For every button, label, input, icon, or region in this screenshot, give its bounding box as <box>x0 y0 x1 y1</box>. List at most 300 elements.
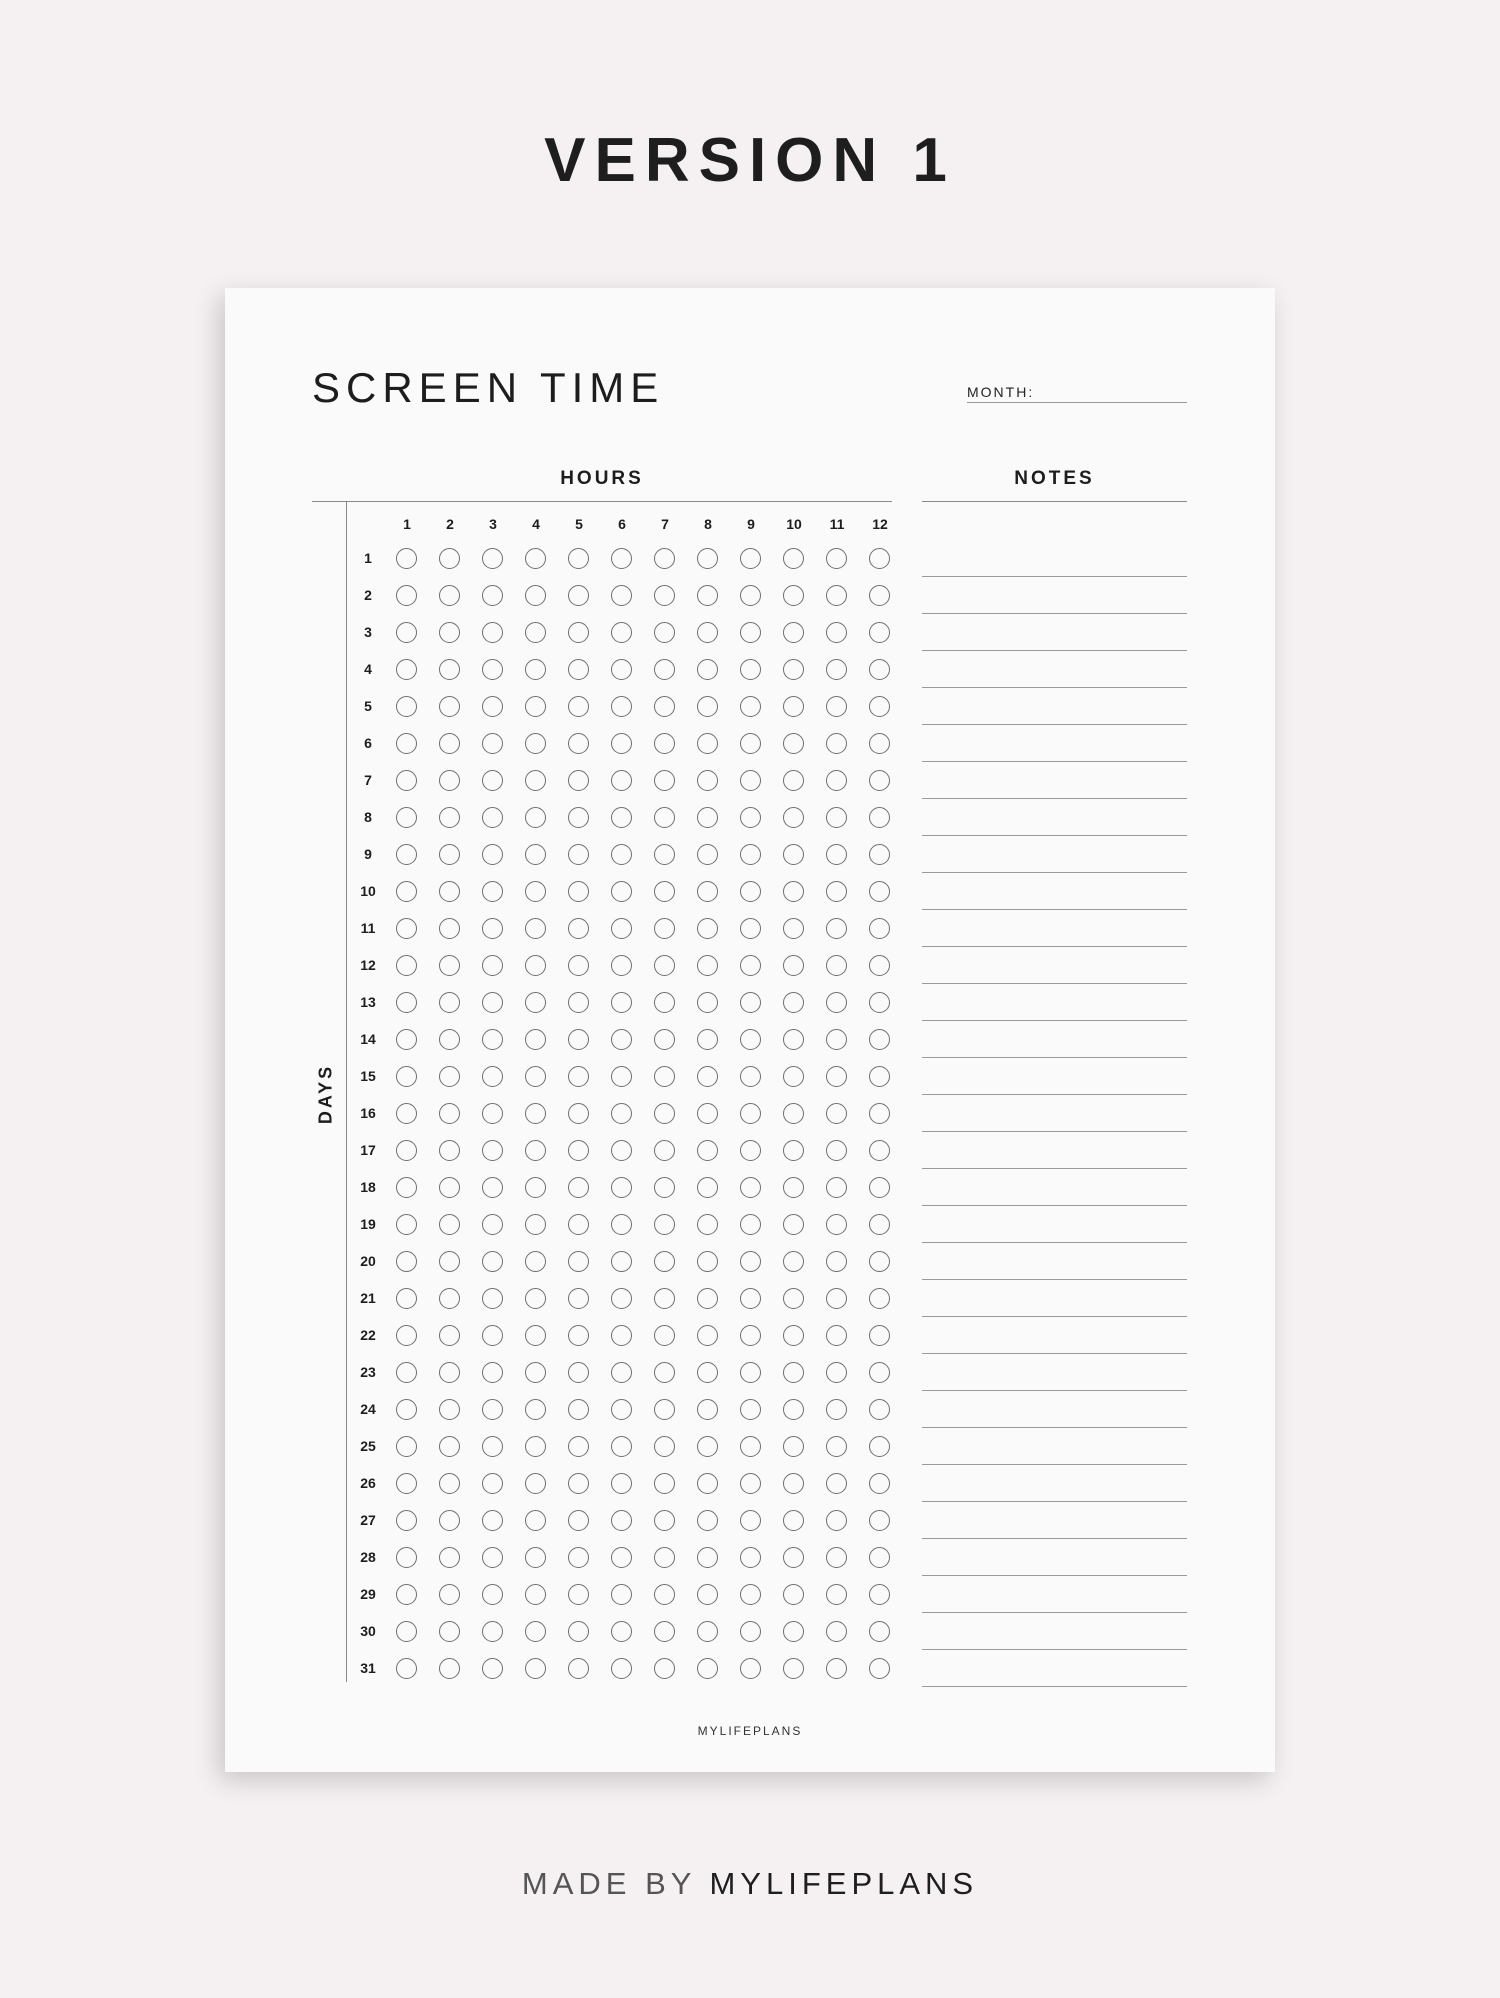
note-line[interactable] <box>922 1686 1187 1687</box>
hour-circle[interactable] <box>826 1621 847 1642</box>
hour-circle[interactable] <box>740 1473 761 1494</box>
hour-circle[interactable] <box>654 1288 675 1309</box>
note-line[interactable] <box>922 1020 1187 1021</box>
hour-circle[interactable] <box>482 1288 503 1309</box>
hour-circle[interactable] <box>654 1140 675 1161</box>
hour-circle[interactable] <box>740 844 761 865</box>
hour-circle[interactable] <box>525 1177 546 1198</box>
hour-circle[interactable] <box>783 548 804 569</box>
hour-circle[interactable] <box>396 992 417 1013</box>
hour-circle[interactable] <box>396 1584 417 1605</box>
hour-circle[interactable] <box>482 1547 503 1568</box>
hour-circle[interactable] <box>869 1140 890 1161</box>
hour-circle[interactable] <box>525 1029 546 1050</box>
hour-circle[interactable] <box>568 1140 589 1161</box>
note-line[interactable] <box>922 946 1187 947</box>
hour-circle[interactable] <box>826 1251 847 1272</box>
hour-circle[interactable] <box>611 733 632 754</box>
hour-circle[interactable] <box>654 1658 675 1679</box>
hour-circle[interactable] <box>525 1473 546 1494</box>
hour-circle[interactable] <box>740 1547 761 1568</box>
note-line[interactable] <box>922 650 1187 651</box>
hour-circle[interactable] <box>654 1436 675 1457</box>
hour-circle[interactable] <box>439 659 460 680</box>
hour-circle[interactable] <box>783 1214 804 1235</box>
hour-circle[interactable] <box>525 622 546 643</box>
hour-circle[interactable] <box>654 918 675 939</box>
hour-circle[interactable] <box>783 918 804 939</box>
hour-circle[interactable] <box>869 1436 890 1457</box>
hour-circle[interactable] <box>568 770 589 791</box>
hour-circle[interactable] <box>611 1547 632 1568</box>
hour-circle[interactable] <box>396 1399 417 1420</box>
hour-circle[interactable] <box>869 1510 890 1531</box>
hour-circle[interactable] <box>740 1177 761 1198</box>
hour-circle[interactable] <box>568 881 589 902</box>
hour-circle[interactable] <box>697 1473 718 1494</box>
hour-circle[interactable] <box>869 1584 890 1605</box>
hour-circle[interactable] <box>482 1658 503 1679</box>
hour-circle[interactable] <box>869 1399 890 1420</box>
hour-circle[interactable] <box>568 733 589 754</box>
hour-circle[interactable] <box>783 1177 804 1198</box>
hour-circle[interactable] <box>826 1473 847 1494</box>
hour-circle[interactable] <box>826 955 847 976</box>
hour-circle[interactable] <box>654 622 675 643</box>
hour-circle[interactable] <box>525 1251 546 1272</box>
hour-circle[interactable] <box>525 807 546 828</box>
hour-circle[interactable] <box>525 955 546 976</box>
hour-circle[interactable] <box>568 1658 589 1679</box>
hour-circle[interactable] <box>697 1621 718 1642</box>
hour-circle[interactable] <box>740 1510 761 1531</box>
hour-circle[interactable] <box>396 622 417 643</box>
note-line[interactable] <box>922 1242 1187 1243</box>
hour-circle[interactable] <box>654 1103 675 1124</box>
hour-circle[interactable] <box>869 1325 890 1346</box>
hour-circle[interactable] <box>826 548 847 569</box>
note-line[interactable] <box>922 1057 1187 1058</box>
hour-circle[interactable] <box>482 1436 503 1457</box>
hour-circle[interactable] <box>611 1436 632 1457</box>
hour-circle[interactable] <box>826 1177 847 1198</box>
note-line[interactable] <box>922 798 1187 799</box>
hour-circle[interactable] <box>611 1399 632 1420</box>
note-line[interactable] <box>922 983 1187 984</box>
hour-circle[interactable] <box>568 659 589 680</box>
hour-circle[interactable] <box>697 548 718 569</box>
hour-circle[interactable] <box>568 622 589 643</box>
hour-circle[interactable] <box>697 622 718 643</box>
hour-circle[interactable] <box>396 918 417 939</box>
hour-circle[interactable] <box>568 1325 589 1346</box>
hour-circle[interactable] <box>439 1399 460 1420</box>
hour-circle[interactable] <box>826 733 847 754</box>
hour-circle[interactable] <box>697 1584 718 1605</box>
hour-circle[interactable] <box>869 844 890 865</box>
hour-circle[interactable] <box>654 1251 675 1272</box>
hour-circle[interactable] <box>697 1510 718 1531</box>
hour-circle[interactable] <box>740 881 761 902</box>
hour-circle[interactable] <box>611 1251 632 1272</box>
hour-circle[interactable] <box>826 1029 847 1050</box>
hour-circle[interactable] <box>740 918 761 939</box>
hour-circle[interactable] <box>697 1103 718 1124</box>
month-input-line[interactable] <box>967 402 1187 403</box>
hour-circle[interactable] <box>439 548 460 569</box>
hour-circle[interactable] <box>654 659 675 680</box>
hour-circle[interactable] <box>740 585 761 606</box>
hour-circle[interactable] <box>654 1584 675 1605</box>
hour-circle[interactable] <box>783 1510 804 1531</box>
hour-circle[interactable] <box>482 955 503 976</box>
hour-circle[interactable] <box>783 1140 804 1161</box>
hour-circle[interactable] <box>396 1621 417 1642</box>
hour-circle[interactable] <box>439 1473 460 1494</box>
hour-circle[interactable] <box>783 807 804 828</box>
hour-circle[interactable] <box>697 1177 718 1198</box>
hour-circle[interactable] <box>439 1547 460 1568</box>
hour-circle[interactable] <box>482 1584 503 1605</box>
hour-circle[interactable] <box>740 1621 761 1642</box>
hour-circle[interactable] <box>611 1103 632 1124</box>
hour-circle[interactable] <box>611 585 632 606</box>
hour-circle[interactable] <box>568 1362 589 1383</box>
hour-circle[interactable] <box>525 1066 546 1087</box>
note-line[interactable] <box>922 576 1187 577</box>
hour-circle[interactable] <box>611 1066 632 1087</box>
hour-circle[interactable] <box>783 1399 804 1420</box>
hour-circle[interactable] <box>396 1177 417 1198</box>
hour-circle[interactable] <box>697 733 718 754</box>
hour-circle[interactable] <box>439 696 460 717</box>
hour-circle[interactable] <box>611 1214 632 1235</box>
hour-circle[interactable] <box>697 918 718 939</box>
hour-circle[interactable] <box>439 1140 460 1161</box>
hour-circle[interactable] <box>396 659 417 680</box>
hour-circle[interactable] <box>783 585 804 606</box>
note-line[interactable] <box>922 1390 1187 1391</box>
hour-circle[interactable] <box>525 1140 546 1161</box>
hour-circle[interactable] <box>439 807 460 828</box>
hour-circle[interactable] <box>611 1177 632 1198</box>
hour-circle[interactable] <box>439 1214 460 1235</box>
hour-circle[interactable] <box>611 1325 632 1346</box>
hour-circle[interactable] <box>869 1029 890 1050</box>
hour-circle[interactable] <box>783 1621 804 1642</box>
hour-circle[interactable] <box>697 1288 718 1309</box>
hour-circle[interactable] <box>697 1251 718 1272</box>
note-line[interactable] <box>922 724 1187 725</box>
hour-circle[interactable] <box>482 992 503 1013</box>
hour-circle[interactable] <box>568 1510 589 1531</box>
hour-circle[interactable] <box>869 955 890 976</box>
hour-circle[interactable] <box>826 992 847 1013</box>
hour-circle[interactable] <box>740 992 761 1013</box>
hour-circle[interactable] <box>396 1362 417 1383</box>
hour-circle[interactable] <box>482 1103 503 1124</box>
hour-circle[interactable] <box>783 733 804 754</box>
hour-circle[interactable] <box>482 770 503 791</box>
hour-circle[interactable] <box>568 1621 589 1642</box>
note-line[interactable] <box>922 761 1187 762</box>
hour-circle[interactable] <box>525 918 546 939</box>
hour-circle[interactable] <box>396 1288 417 1309</box>
hour-circle[interactable] <box>611 548 632 569</box>
hour-circle[interactable] <box>740 1103 761 1124</box>
hour-circle[interactable] <box>697 1547 718 1568</box>
hour-circle[interactable] <box>697 1658 718 1679</box>
hour-circle[interactable] <box>525 733 546 754</box>
hour-circle[interactable] <box>396 1473 417 1494</box>
hour-circle[interactable] <box>525 1547 546 1568</box>
hour-circle[interactable] <box>697 1399 718 1420</box>
note-line[interactable] <box>922 835 1187 836</box>
hour-circle[interactable] <box>396 807 417 828</box>
hour-circle[interactable] <box>396 1658 417 1679</box>
hour-circle[interactable] <box>482 696 503 717</box>
hour-circle[interactable] <box>568 1177 589 1198</box>
hour-circle[interactable] <box>396 1029 417 1050</box>
hour-circle[interactable] <box>826 622 847 643</box>
note-line[interactable] <box>922 1501 1187 1502</box>
hour-circle[interactable] <box>396 1214 417 1235</box>
hour-circle[interactable] <box>396 955 417 976</box>
hour-circle[interactable] <box>869 1547 890 1568</box>
hour-circle[interactable] <box>611 881 632 902</box>
hour-circle[interactable] <box>568 844 589 865</box>
hour-circle[interactable] <box>654 1177 675 1198</box>
hour-circle[interactable] <box>396 1103 417 1124</box>
hour-circle[interactable] <box>740 1288 761 1309</box>
hour-circle[interactable] <box>611 992 632 1013</box>
hour-circle[interactable] <box>439 955 460 976</box>
hour-circle[interactable] <box>568 1251 589 1272</box>
note-line[interactable] <box>922 1316 1187 1317</box>
hour-circle[interactable] <box>482 844 503 865</box>
hour-circle[interactable] <box>525 1362 546 1383</box>
hour-circle[interactable] <box>654 1029 675 1050</box>
hour-circle[interactable] <box>783 1658 804 1679</box>
hour-circle[interactable] <box>396 1251 417 1272</box>
hour-circle[interactable] <box>482 733 503 754</box>
hour-circle[interactable] <box>525 1658 546 1679</box>
hour-circle[interactable] <box>740 1066 761 1087</box>
hour-circle[interactable] <box>482 548 503 569</box>
hour-circle[interactable] <box>697 770 718 791</box>
hour-circle[interactable] <box>525 1103 546 1124</box>
hour-circle[interactable] <box>740 770 761 791</box>
hour-circle[interactable] <box>439 1621 460 1642</box>
hour-circle[interactable] <box>654 585 675 606</box>
hour-circle[interactable] <box>697 696 718 717</box>
hour-circle[interactable] <box>826 918 847 939</box>
note-line[interactable] <box>922 872 1187 873</box>
hour-circle[interactable] <box>568 585 589 606</box>
hour-circle[interactable] <box>482 1214 503 1235</box>
hour-circle[interactable] <box>783 1066 804 1087</box>
hour-circle[interactable] <box>611 696 632 717</box>
hour-circle[interactable] <box>439 1436 460 1457</box>
hour-circle[interactable] <box>826 844 847 865</box>
hour-circle[interactable] <box>525 659 546 680</box>
hour-circle[interactable] <box>869 918 890 939</box>
hour-circle[interactable] <box>740 1140 761 1161</box>
hour-circle[interactable] <box>697 1436 718 1457</box>
hour-circle[interactable] <box>654 1473 675 1494</box>
hour-circle[interactable] <box>525 1436 546 1457</box>
hour-circle[interactable] <box>568 955 589 976</box>
hour-circle[interactable] <box>568 992 589 1013</box>
hour-circle[interactable] <box>439 1103 460 1124</box>
hour-circle[interactable] <box>568 1399 589 1420</box>
note-line[interactable] <box>922 1353 1187 1354</box>
hour-circle[interactable] <box>611 844 632 865</box>
hour-circle[interactable] <box>568 1473 589 1494</box>
hour-circle[interactable] <box>482 1473 503 1494</box>
hour-circle[interactable] <box>439 770 460 791</box>
hour-circle[interactable] <box>439 1288 460 1309</box>
hour-circle[interactable] <box>783 1473 804 1494</box>
hour-circle[interactable] <box>482 1510 503 1531</box>
hour-circle[interactable] <box>525 1288 546 1309</box>
hour-circle[interactable] <box>783 844 804 865</box>
hour-circle[interactable] <box>740 1325 761 1346</box>
note-line[interactable] <box>922 613 1187 614</box>
hour-circle[interactable] <box>568 696 589 717</box>
hour-circle[interactable] <box>869 1177 890 1198</box>
hour-circle[interactable] <box>826 1584 847 1605</box>
hour-circle[interactable] <box>697 1214 718 1235</box>
hour-circle[interactable] <box>396 585 417 606</box>
hour-circle[interactable] <box>826 1658 847 1679</box>
hour-circle[interactable] <box>439 1362 460 1383</box>
hour-circle[interactable] <box>654 548 675 569</box>
hour-circle[interactable] <box>654 992 675 1013</box>
hour-circle[interactable] <box>869 1658 890 1679</box>
hour-circle[interactable] <box>611 1621 632 1642</box>
hour-circle[interactable] <box>869 881 890 902</box>
hour-circle[interactable] <box>439 733 460 754</box>
hour-circle[interactable] <box>826 881 847 902</box>
hour-circle[interactable] <box>396 1325 417 1346</box>
hour-circle[interactable] <box>740 1399 761 1420</box>
hour-circle[interactable] <box>826 1325 847 1346</box>
hour-circle[interactable] <box>826 1214 847 1235</box>
hour-circle[interactable] <box>783 659 804 680</box>
hour-circle[interactable] <box>697 1066 718 1087</box>
hour-circle[interactable] <box>740 1362 761 1383</box>
hour-circle[interactable] <box>611 770 632 791</box>
note-line[interactable] <box>922 1168 1187 1169</box>
hour-circle[interactable] <box>482 807 503 828</box>
hour-circle[interactable] <box>654 1325 675 1346</box>
hour-circle[interactable] <box>525 1621 546 1642</box>
hour-circle[interactable] <box>611 1658 632 1679</box>
hour-circle[interactable] <box>525 1584 546 1605</box>
hour-circle[interactable] <box>482 659 503 680</box>
hour-circle[interactable] <box>826 1140 847 1161</box>
hour-circle[interactable] <box>783 1362 804 1383</box>
hour-circle[interactable] <box>869 1251 890 1272</box>
hour-circle[interactable] <box>783 881 804 902</box>
hour-circle[interactable] <box>396 770 417 791</box>
hour-circle[interactable] <box>568 1547 589 1568</box>
hour-circle[interactable] <box>869 807 890 828</box>
hour-circle[interactable] <box>697 881 718 902</box>
hour-circle[interactable] <box>568 1288 589 1309</box>
hour-circle[interactable] <box>482 1362 503 1383</box>
hour-circle[interactable] <box>396 696 417 717</box>
hour-circle[interactable] <box>740 622 761 643</box>
hour-circle[interactable] <box>783 1103 804 1124</box>
hour-circle[interactable] <box>611 918 632 939</box>
hour-circle[interactable] <box>740 1436 761 1457</box>
hour-circle[interactable] <box>826 1547 847 1568</box>
note-line[interactable] <box>922 1094 1187 1095</box>
hour-circle[interactable] <box>482 1325 503 1346</box>
hour-circle[interactable] <box>525 1399 546 1420</box>
hour-circle[interactable] <box>826 770 847 791</box>
note-line[interactable] <box>922 1538 1187 1539</box>
hour-circle[interactable] <box>439 992 460 1013</box>
hour-circle[interactable] <box>525 696 546 717</box>
hour-circle[interactable] <box>568 1066 589 1087</box>
hour-circle[interactable] <box>482 1029 503 1050</box>
hour-circle[interactable] <box>654 733 675 754</box>
hour-circle[interactable] <box>396 881 417 902</box>
hour-circle[interactable] <box>611 1029 632 1050</box>
hour-circle[interactable] <box>654 881 675 902</box>
hour-circle[interactable] <box>396 844 417 865</box>
hour-circle[interactable] <box>611 1510 632 1531</box>
hour-circle[interactable] <box>611 1584 632 1605</box>
note-line[interactable] <box>922 687 1187 688</box>
hour-circle[interactable] <box>654 1510 675 1531</box>
hour-circle[interactable] <box>654 955 675 976</box>
hour-circle[interactable] <box>740 696 761 717</box>
hour-circle[interactable] <box>439 585 460 606</box>
hour-circle[interactable] <box>869 1362 890 1383</box>
hour-circle[interactable] <box>396 1066 417 1087</box>
hour-circle[interactable] <box>482 918 503 939</box>
hour-circle[interactable] <box>482 881 503 902</box>
hour-circle[interactable] <box>482 585 503 606</box>
hour-circle[interactable] <box>783 955 804 976</box>
hour-circle[interactable] <box>654 1621 675 1642</box>
hour-circle[interactable] <box>826 585 847 606</box>
hour-circle[interactable] <box>826 1288 847 1309</box>
hour-circle[interactable] <box>869 770 890 791</box>
note-line[interactable] <box>922 1205 1187 1206</box>
hour-circle[interactable] <box>525 992 546 1013</box>
hour-circle[interactable] <box>654 770 675 791</box>
hour-circle[interactable] <box>783 1029 804 1050</box>
hour-circle[interactable] <box>611 1140 632 1161</box>
hour-circle[interactable] <box>439 881 460 902</box>
hour-circle[interactable] <box>654 1547 675 1568</box>
hour-circle[interactable] <box>697 807 718 828</box>
hour-circle[interactable] <box>783 992 804 1013</box>
hour-circle[interactable] <box>439 844 460 865</box>
hour-circle[interactable] <box>783 1584 804 1605</box>
hour-circle[interactable] <box>396 1140 417 1161</box>
hour-circle[interactable] <box>611 955 632 976</box>
hour-circle[interactable] <box>525 1214 546 1235</box>
hour-circle[interactable] <box>482 1066 503 1087</box>
hour-circle[interactable] <box>568 1584 589 1605</box>
hour-circle[interactable] <box>396 733 417 754</box>
